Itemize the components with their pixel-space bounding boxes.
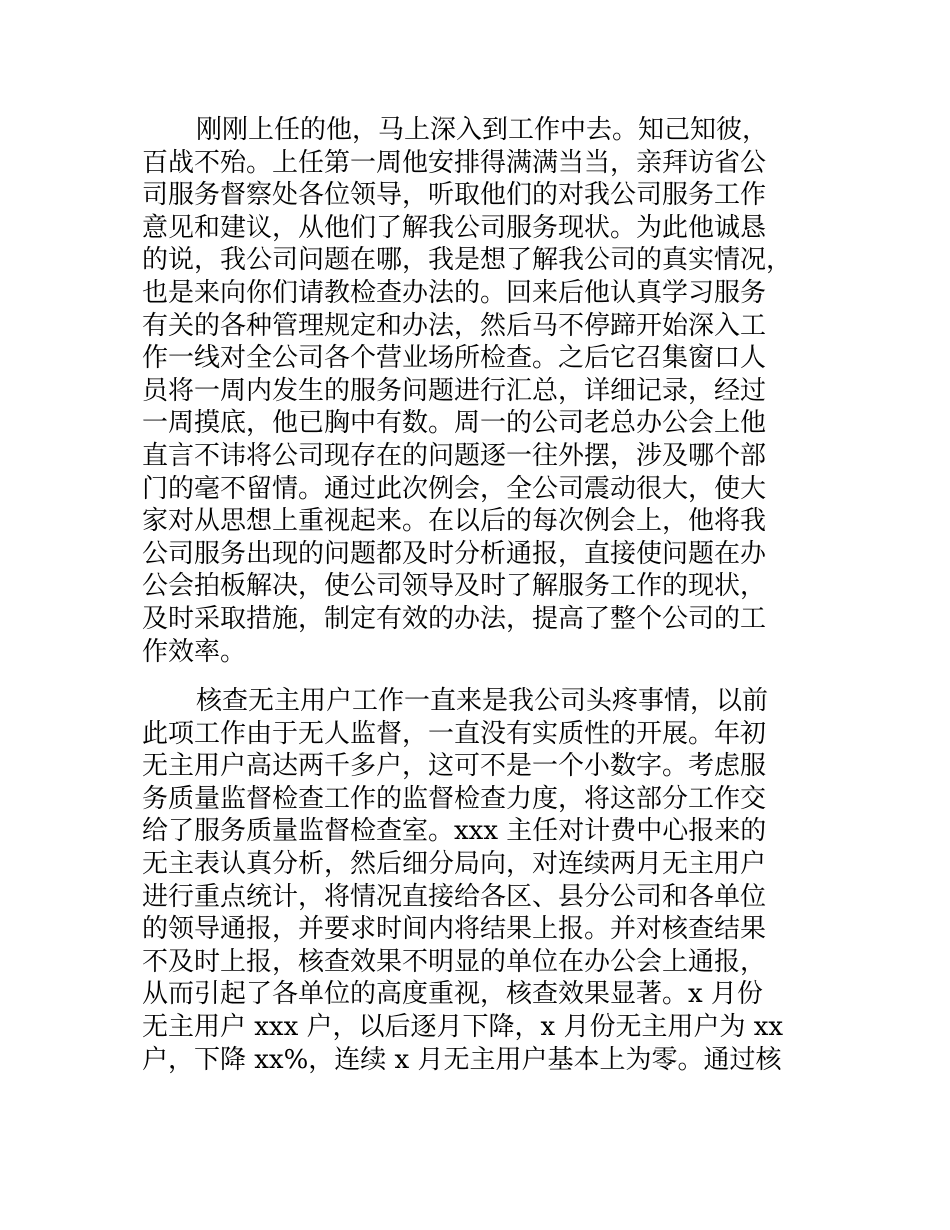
paragraph-line: 家对从思想上重视起来。在以后的每次例会上，他将我 bbox=[142, 506, 767, 537]
paragraph-line: 的领导通报，并要求时间内将结果上报。并对核查结果 bbox=[142, 914, 767, 945]
paragraph-line: 作一线对全公司各个营业场所检查。之后它召集窗口人 bbox=[142, 343, 767, 374]
paragraph-line: 无主用户 xxx 户，以后逐月下降，x 月份无主用户为 xx bbox=[142, 1011, 784, 1042]
paragraph-line: 不及时上报，核查效果不明显的单位在办公会上通报， bbox=[142, 946, 767, 977]
paragraph-line: 公会拍板解决，使公司领导及时了解服务工作的现状， bbox=[142, 571, 767, 602]
paragraph-line: 员将一周内发生的服务问题进行汇总，详细记录，经过 bbox=[142, 375, 767, 406]
paragraph-line: 进行重点统计，将情况直接给各区、县分公司和各单位 bbox=[142, 881, 767, 912]
paragraph-line: 务质量监督检查工作的监督检查力度，将这部分工作交 bbox=[142, 783, 767, 814]
paragraph-line: 也是来向你们请教检查办法的。回来后他认真学习服务 bbox=[142, 277, 767, 308]
paragraph-line: 司服务督察处各位领导，听取他们的对我公司服务工作 bbox=[142, 180, 767, 211]
paragraph-line: 此项工作由于无人监督，一直没有实质性的开展。年初 bbox=[142, 718, 767, 749]
paragraph-line: 刚刚上任的他，马上深入到工作中去。知己知彼， bbox=[196, 115, 769, 145]
paragraph-line: 直言不讳将公司现存在的问题逐一往外摆，涉及哪个部 bbox=[142, 440, 767, 471]
paragraph-line: 的说，我公司问题在哪，我是想了解我公司的真实情况， bbox=[142, 245, 793, 276]
paragraph-line: 无主用户高达两千多户，这可不是一个小数字。考虑服 bbox=[142, 751, 767, 782]
paragraph-line: 作效率。 bbox=[142, 636, 247, 667]
paragraph-line: 从而引起了各单位的高度重视，核查效果显著。x 月份 bbox=[142, 979, 763, 1010]
paragraph-line: 意见和建议，从他们了解我公司服务现状。为此他诚恳 bbox=[142, 212, 767, 243]
paragraph-line: 有关的各种管理规定和办法，然后马不停蹄开始深入工 bbox=[142, 310, 767, 341]
paragraph-line: 一周摸底，他已胸中有数。周一的公司老总办公会上他 bbox=[142, 408, 767, 439]
paragraph-line: 及时采取措施，制定有效的办法，提高了整个公司的工 bbox=[142, 603, 767, 634]
paragraph-line: 门的毫不留情。通过此次例会，全公司震动很大，使大 bbox=[142, 473, 767, 504]
paragraph-line: 给了服务质量监督检查室。xxx 主任对计费中心报来的 bbox=[142, 816, 767, 847]
paragraph-line: 公司服务出现的问题都及时分析通报，直接使问题在办 bbox=[142, 538, 767, 569]
paragraph-line: 核查无主用户工作一直来是我公司头疼事情，以前 bbox=[196, 686, 769, 716]
paragraph-1 bbox=[142, 114, 832, 668]
paragraph-2 bbox=[142, 685, 832, 1076]
paragraph-line: 百战不殆。上任第一周他安排得满满当当，亲拜访省公 bbox=[142, 147, 767, 178]
paragraph-line: 户，下降 xx%，连续 x 月无主用户基本上为零。通过核 bbox=[142, 1044, 782, 1075]
paragraph-line: 无主表认真分析，然后细分局向，对连续两月无主用户 bbox=[142, 848, 767, 879]
